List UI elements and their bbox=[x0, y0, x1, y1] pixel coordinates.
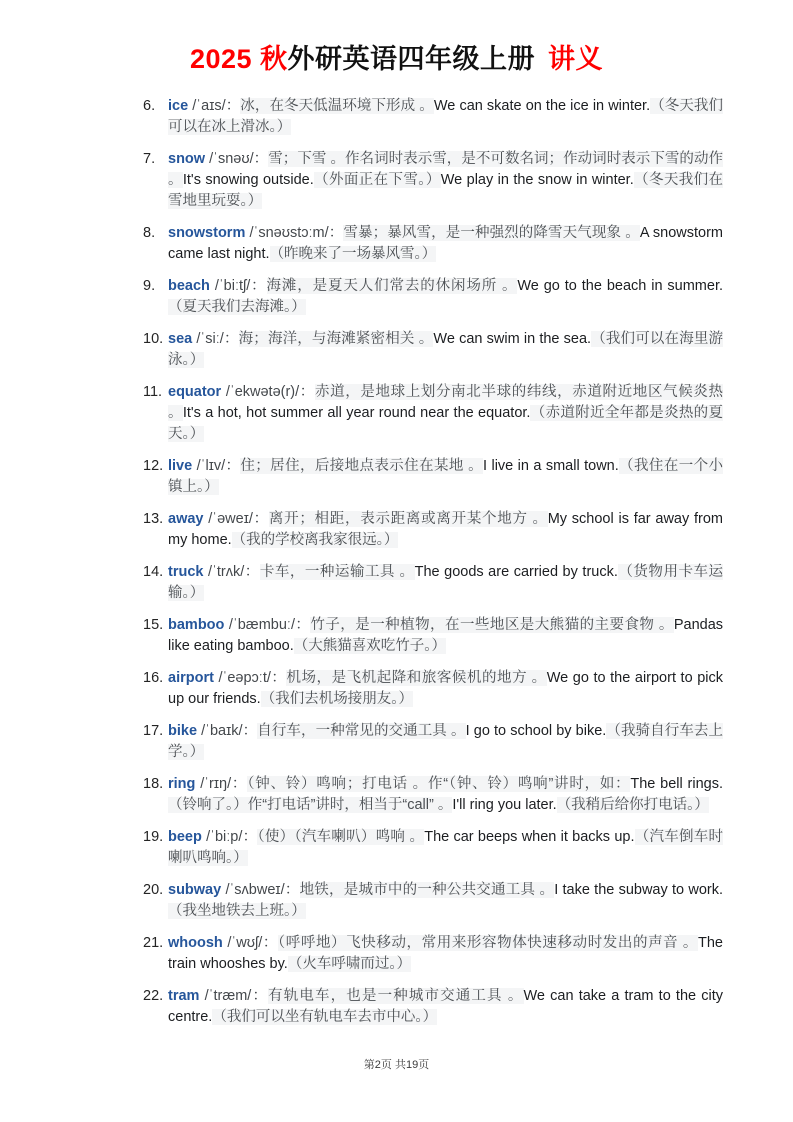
entry-number: 11. bbox=[143, 384, 163, 400]
chinese-text: （我坐地铁去上班。） bbox=[168, 903, 306, 919]
english-example: We can skate on the ice in winter. bbox=[433, 98, 651, 114]
vocab-entry bbox=[143, 223, 723, 265]
vocab-entry bbox=[143, 276, 723, 318]
entry-number: 9. bbox=[143, 278, 156, 294]
phonetic-text: /ˈbaɪk/： bbox=[201, 723, 258, 739]
english-example: I'll ring you later. bbox=[452, 797, 557, 813]
phonetic-text: /ˈwʊʃ/： bbox=[227, 935, 278, 951]
vocab-entry bbox=[143, 509, 723, 551]
chinese-text: （使）（汽车喇叭）鸣响 。 bbox=[257, 829, 425, 845]
entry-headword: sea bbox=[168, 331, 193, 347]
entry-text bbox=[168, 880, 723, 922]
entry-headword: airport bbox=[168, 670, 214, 686]
entry-text bbox=[168, 668, 723, 710]
entry-headword: tram bbox=[168, 988, 200, 1004]
phonetic-text: /ˈtrʌk/： bbox=[208, 564, 260, 580]
english-example: Pandas like eating bamboo. bbox=[168, 617, 724, 654]
chinese-text: 住；居住，后接地点表示住在某地 。 bbox=[240, 458, 484, 474]
chinese-text: （大熊猫喜欢吃竹子。） bbox=[293, 638, 446, 654]
english-example: It's snowing outside. bbox=[182, 172, 314, 188]
entry-text bbox=[168, 382, 723, 445]
english-example: I live in a small town. bbox=[483, 458, 619, 474]
entry-number: 18. bbox=[143, 776, 164, 792]
entry-headword: beach bbox=[168, 278, 210, 294]
vocab-entry bbox=[143, 456, 723, 498]
entry-number: 14. bbox=[143, 564, 164, 580]
chinese-text: （赤道附近全年都是炎热的夏天。） bbox=[168, 405, 723, 442]
phonetic-text: /ˈsnəʊ/： bbox=[209, 151, 269, 167]
english-example: My school is far away from my home. bbox=[168, 511, 723, 548]
vocab-entry bbox=[143, 329, 723, 371]
entry-text bbox=[168, 509, 723, 551]
entry-text bbox=[168, 223, 723, 265]
english-example: The goods are carried by truck. bbox=[414, 564, 618, 580]
entry-text bbox=[168, 721, 723, 763]
chinese-text: 竹子，是一种植物，在一些地区是大熊猫的主要食物 。 bbox=[310, 617, 674, 633]
chinese-text: 地铁，是城市中的一种公共交通工具 。 bbox=[299, 882, 555, 898]
english-example: A snowstorm came last night. bbox=[168, 225, 724, 262]
vocab-entry bbox=[143, 96, 723, 138]
phonetic-text: /ˈsʌbweɪ/： bbox=[225, 882, 300, 898]
english-example: We go to the beach in summer. bbox=[517, 278, 724, 294]
phonetic-text: /ˈaɪs/： bbox=[192, 98, 241, 114]
entry-headword: ring bbox=[168, 776, 196, 792]
entry-headword: bamboo bbox=[168, 617, 225, 633]
entry-text bbox=[168, 276, 723, 318]
phonetic-text: /ˈeəpɔːt/： bbox=[218, 670, 287, 686]
entry-text bbox=[168, 827, 723, 869]
chinese-text: （冬天我们可以在冰上滑冰。） bbox=[168, 98, 723, 135]
chinese-text: （外面正在下雪。） bbox=[313, 172, 441, 188]
chinese-text: （我们可以在海里游泳。） bbox=[168, 331, 724, 368]
english-example: I take the subway to work. bbox=[554, 882, 723, 898]
chinese-text: （汽车倒车时喇叭鸣响。） bbox=[168, 829, 724, 866]
english-example: The train whooshes by. bbox=[168, 935, 723, 972]
chinese-text: 雪暴；暴风雪，是一种强烈的降雪天气现象 。 bbox=[343, 225, 640, 241]
chinese-text: （我住在一个小镇上。） bbox=[168, 458, 723, 495]
entry-number: 17. bbox=[143, 723, 164, 739]
english-example: We can take a tram to the city centre. bbox=[168, 988, 724, 1025]
entry-headword: away bbox=[168, 511, 204, 527]
page-title bbox=[0, 42, 793, 76]
entry-number: 7. bbox=[143, 151, 156, 167]
english-example: It's a hot, hot summer all year round near the equator. bbox=[182, 405, 531, 421]
entry-headword: truck bbox=[168, 564, 204, 580]
entry-number: 20. bbox=[143, 882, 164, 898]
page-number-label: 第2页 共19页 bbox=[363, 1059, 430, 1071]
phonetic-text: /ˈlɪv/： bbox=[196, 458, 241, 474]
entry-headword: snowstorm bbox=[168, 225, 246, 241]
entry-number: 22. bbox=[143, 988, 164, 1004]
entry-number: 21. bbox=[143, 935, 164, 951]
phonetic-text: /ˈtræm/： bbox=[204, 988, 269, 1004]
entry-headword: live bbox=[168, 458, 193, 474]
chinese-text: （我骑自行车去上学。） bbox=[168, 723, 724, 760]
chinese-text: 海；海洋，与海滩紧密相关 。 bbox=[238, 331, 434, 347]
vocab-entry bbox=[143, 562, 723, 604]
document-header bbox=[0, 0, 793, 76]
english-example: I go to school by bike. bbox=[465, 723, 607, 739]
entry-headword: ice bbox=[168, 98, 189, 114]
english-example: We go to the airport to pick up our friends. bbox=[168, 670, 723, 707]
chinese-text: （呼呼地）飞快移动，常用来形容物体快速移动时发出的声音 。 bbox=[277, 935, 698, 951]
vocab-entry bbox=[143, 880, 723, 922]
chinese-text: 机场，是飞机起降和旅客候机的地方 。 bbox=[286, 670, 547, 686]
vocab-entry bbox=[143, 933, 723, 975]
vocab-entry bbox=[143, 721, 723, 763]
entry-headword: beep bbox=[168, 829, 202, 845]
page-footer bbox=[0, 1056, 793, 1072]
phonetic-text: /ˈsiː/： bbox=[196, 331, 239, 347]
chinese-text: 赤道，是地球上划分南北半球的纬线，赤道附近地区气候炎热 。 bbox=[168, 384, 723, 421]
entry-headword: subway bbox=[168, 882, 222, 898]
vocab-entry bbox=[143, 382, 723, 445]
entry-text bbox=[168, 933, 723, 975]
english-example: We play in the snow in winter. bbox=[440, 172, 634, 188]
title-doc-type: 讲义 bbox=[548, 44, 604, 74]
chinese-text: 雪；下雪 。作名词时表示雪，是不可数名词；作动词时表示下雪的动作 。 bbox=[168, 151, 723, 188]
entry-headword: equator bbox=[168, 384, 222, 400]
vocabulary-list bbox=[143, 96, 723, 1028]
chinese-text: 离开；相距，表示距离或离开某个地方 。 bbox=[268, 511, 548, 527]
entry-number: 15. bbox=[143, 617, 164, 633]
chinese-text: （冬天我们在雪地里玩耍。） bbox=[168, 172, 723, 209]
phonetic-text: /ˈbæmbuː/： bbox=[228, 617, 311, 633]
chinese-text: 卡车，一种运输工具 。 bbox=[259, 564, 415, 580]
entry-headword: snow bbox=[168, 151, 206, 167]
entry-text bbox=[168, 986, 723, 1028]
entry-text bbox=[168, 562, 723, 604]
english-example: We can swim in the sea. bbox=[433, 331, 592, 347]
entry-number: 12. bbox=[143, 458, 164, 474]
title-year-season: 2025 秋 bbox=[189, 44, 288, 74]
entry-text bbox=[168, 96, 723, 138]
entry-number: 13. bbox=[143, 511, 164, 527]
chinese-text: （我们去机场接朋友。） bbox=[260, 691, 413, 707]
entry-number: 6. bbox=[143, 98, 156, 114]
vocab-entry bbox=[143, 668, 723, 710]
chinese-text: （我稍后给你打电话。） bbox=[556, 797, 709, 813]
chinese-text: （我们可以坐有轨电车去市中心。） bbox=[212, 1009, 438, 1025]
entry-text bbox=[168, 149, 723, 212]
phonetic-text: /ˈbiːtʃ/： bbox=[214, 278, 267, 294]
entry-number: 19. bbox=[143, 829, 164, 845]
entry-text bbox=[168, 456, 723, 498]
chinese-text: （铃响了。）作“打电话”讲时，相当于“call” 。 bbox=[168, 797, 453, 813]
entry-number: 16. bbox=[143, 670, 164, 686]
chinese-text: （昨晚来了一场暴风雪。） bbox=[269, 246, 437, 262]
entry-number: 8. bbox=[143, 225, 156, 241]
phonetic-text: /ˈbiːp/： bbox=[206, 829, 258, 845]
vocab-entry bbox=[143, 774, 723, 816]
chinese-text: 有轨电车，也是一种城市交通工具 。 bbox=[268, 988, 524, 1004]
english-example: The bell rings. bbox=[630, 776, 723, 792]
chinese-text: 自行车，一种常见的交通工具 。 bbox=[257, 723, 466, 739]
chinese-text: （我的学校离我家很远。） bbox=[231, 532, 399, 548]
entry-headword: bike bbox=[168, 723, 198, 739]
chinese-text: 海滩，是夏天人们常去的休闲场所 。 bbox=[266, 278, 518, 294]
chinese-text: （夏天我们去海滩。） bbox=[168, 299, 306, 315]
entry-number: 10. bbox=[143, 331, 164, 347]
vocab-entry bbox=[143, 986, 723, 1028]
phonetic-text: /ˈsnəʊstɔːm/： bbox=[249, 225, 344, 241]
entry-text bbox=[168, 615, 723, 657]
phonetic-text: /ˈəweɪ/： bbox=[208, 511, 269, 527]
entry-text bbox=[168, 774, 723, 816]
vocab-entry bbox=[143, 827, 723, 869]
chinese-text: （货物用卡车运输。） bbox=[168, 564, 724, 601]
vocab-entry bbox=[143, 149, 723, 212]
entry-headword: whoosh bbox=[168, 935, 223, 951]
chinese-text: （火车呼啸而过。） bbox=[287, 956, 412, 972]
chinese-text: （钟、铃）鸣响；打电话 。作“（钟、铃）鸣响”讲时，如： bbox=[247, 776, 631, 792]
phonetic-text: /ˈrɪŋ/： bbox=[200, 776, 248, 792]
english-example: The car beeps when it backs up. bbox=[424, 829, 635, 845]
vocab-entry bbox=[143, 615, 723, 657]
entry-text bbox=[168, 329, 723, 371]
phonetic-text: /ˈekwətə(r)/： bbox=[225, 384, 315, 400]
title-course-name: 外研英语四年级上册 bbox=[287, 44, 536, 74]
chinese-text: 冰，在冬天低温环境下形成 。 bbox=[240, 98, 434, 114]
